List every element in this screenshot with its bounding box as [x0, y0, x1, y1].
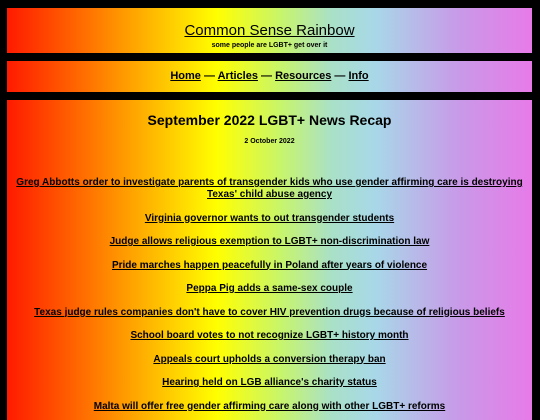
news-link[interactable]: Greg Abbotts order to investigate parents of transgender kids who use gender affirming care is destroying Texas' child abuse agency [16, 177, 523, 200]
news-link-list [7, 177, 532, 413]
nav-articles-link[interactable]: Articles [217, 70, 258, 82]
post-date: 2 October 2022 [244, 138, 295, 145]
news-link[interactable]: Pride marches happen peacefully in Poland after years of violence [111, 259, 428, 271]
news-link[interactable]: Virginia governor wants to out transgender students [144, 212, 395, 224]
news-link[interactable]: Peppa Pig adds a same-sex couple [186, 283, 353, 294]
nav-bar [7, 61, 532, 92]
nav-separator: — [203, 70, 215, 82]
news-link[interactable]: School board votes to not recognize LGBT+ history month [130, 330, 409, 341]
site-tagline: some people are LGBT+ get over it [211, 42, 328, 49]
nav-separator: — [334, 70, 346, 82]
post-title: September 2022 LGBT+ News Recap [147, 112, 392, 128]
site-header [7, 8, 532, 53]
nav-home-link[interactable]: Home [170, 70, 201, 82]
news-link[interactable]: Appeals court upholds a conversion therapy ban [153, 353, 386, 365]
site-title-link[interactable]: Common Sense Rainbow [184, 22, 355, 39]
nav-info-link[interactable]: Info [348, 70, 369, 82]
nav-separator: — [261, 70, 273, 82]
nav-links [7, 61, 532, 82]
news-link[interactable]: Malta will offer free gender affirming care along with other LGBT+ reforms [93, 400, 446, 412]
nav-resources-link[interactable]: Resources [275, 70, 332, 82]
main-content [7, 100, 532, 420]
news-link[interactable]: Texas judge rules companies don't have to cover HIV prevention drugs because of religious beliefs [34, 306, 505, 318]
news-link[interactable]: Hearing held on LGB alliance's charity status [162, 377, 377, 388]
news-link[interactable]: Judge allows religious exemption to LGBT+ non-discrimination law [109, 236, 430, 247]
